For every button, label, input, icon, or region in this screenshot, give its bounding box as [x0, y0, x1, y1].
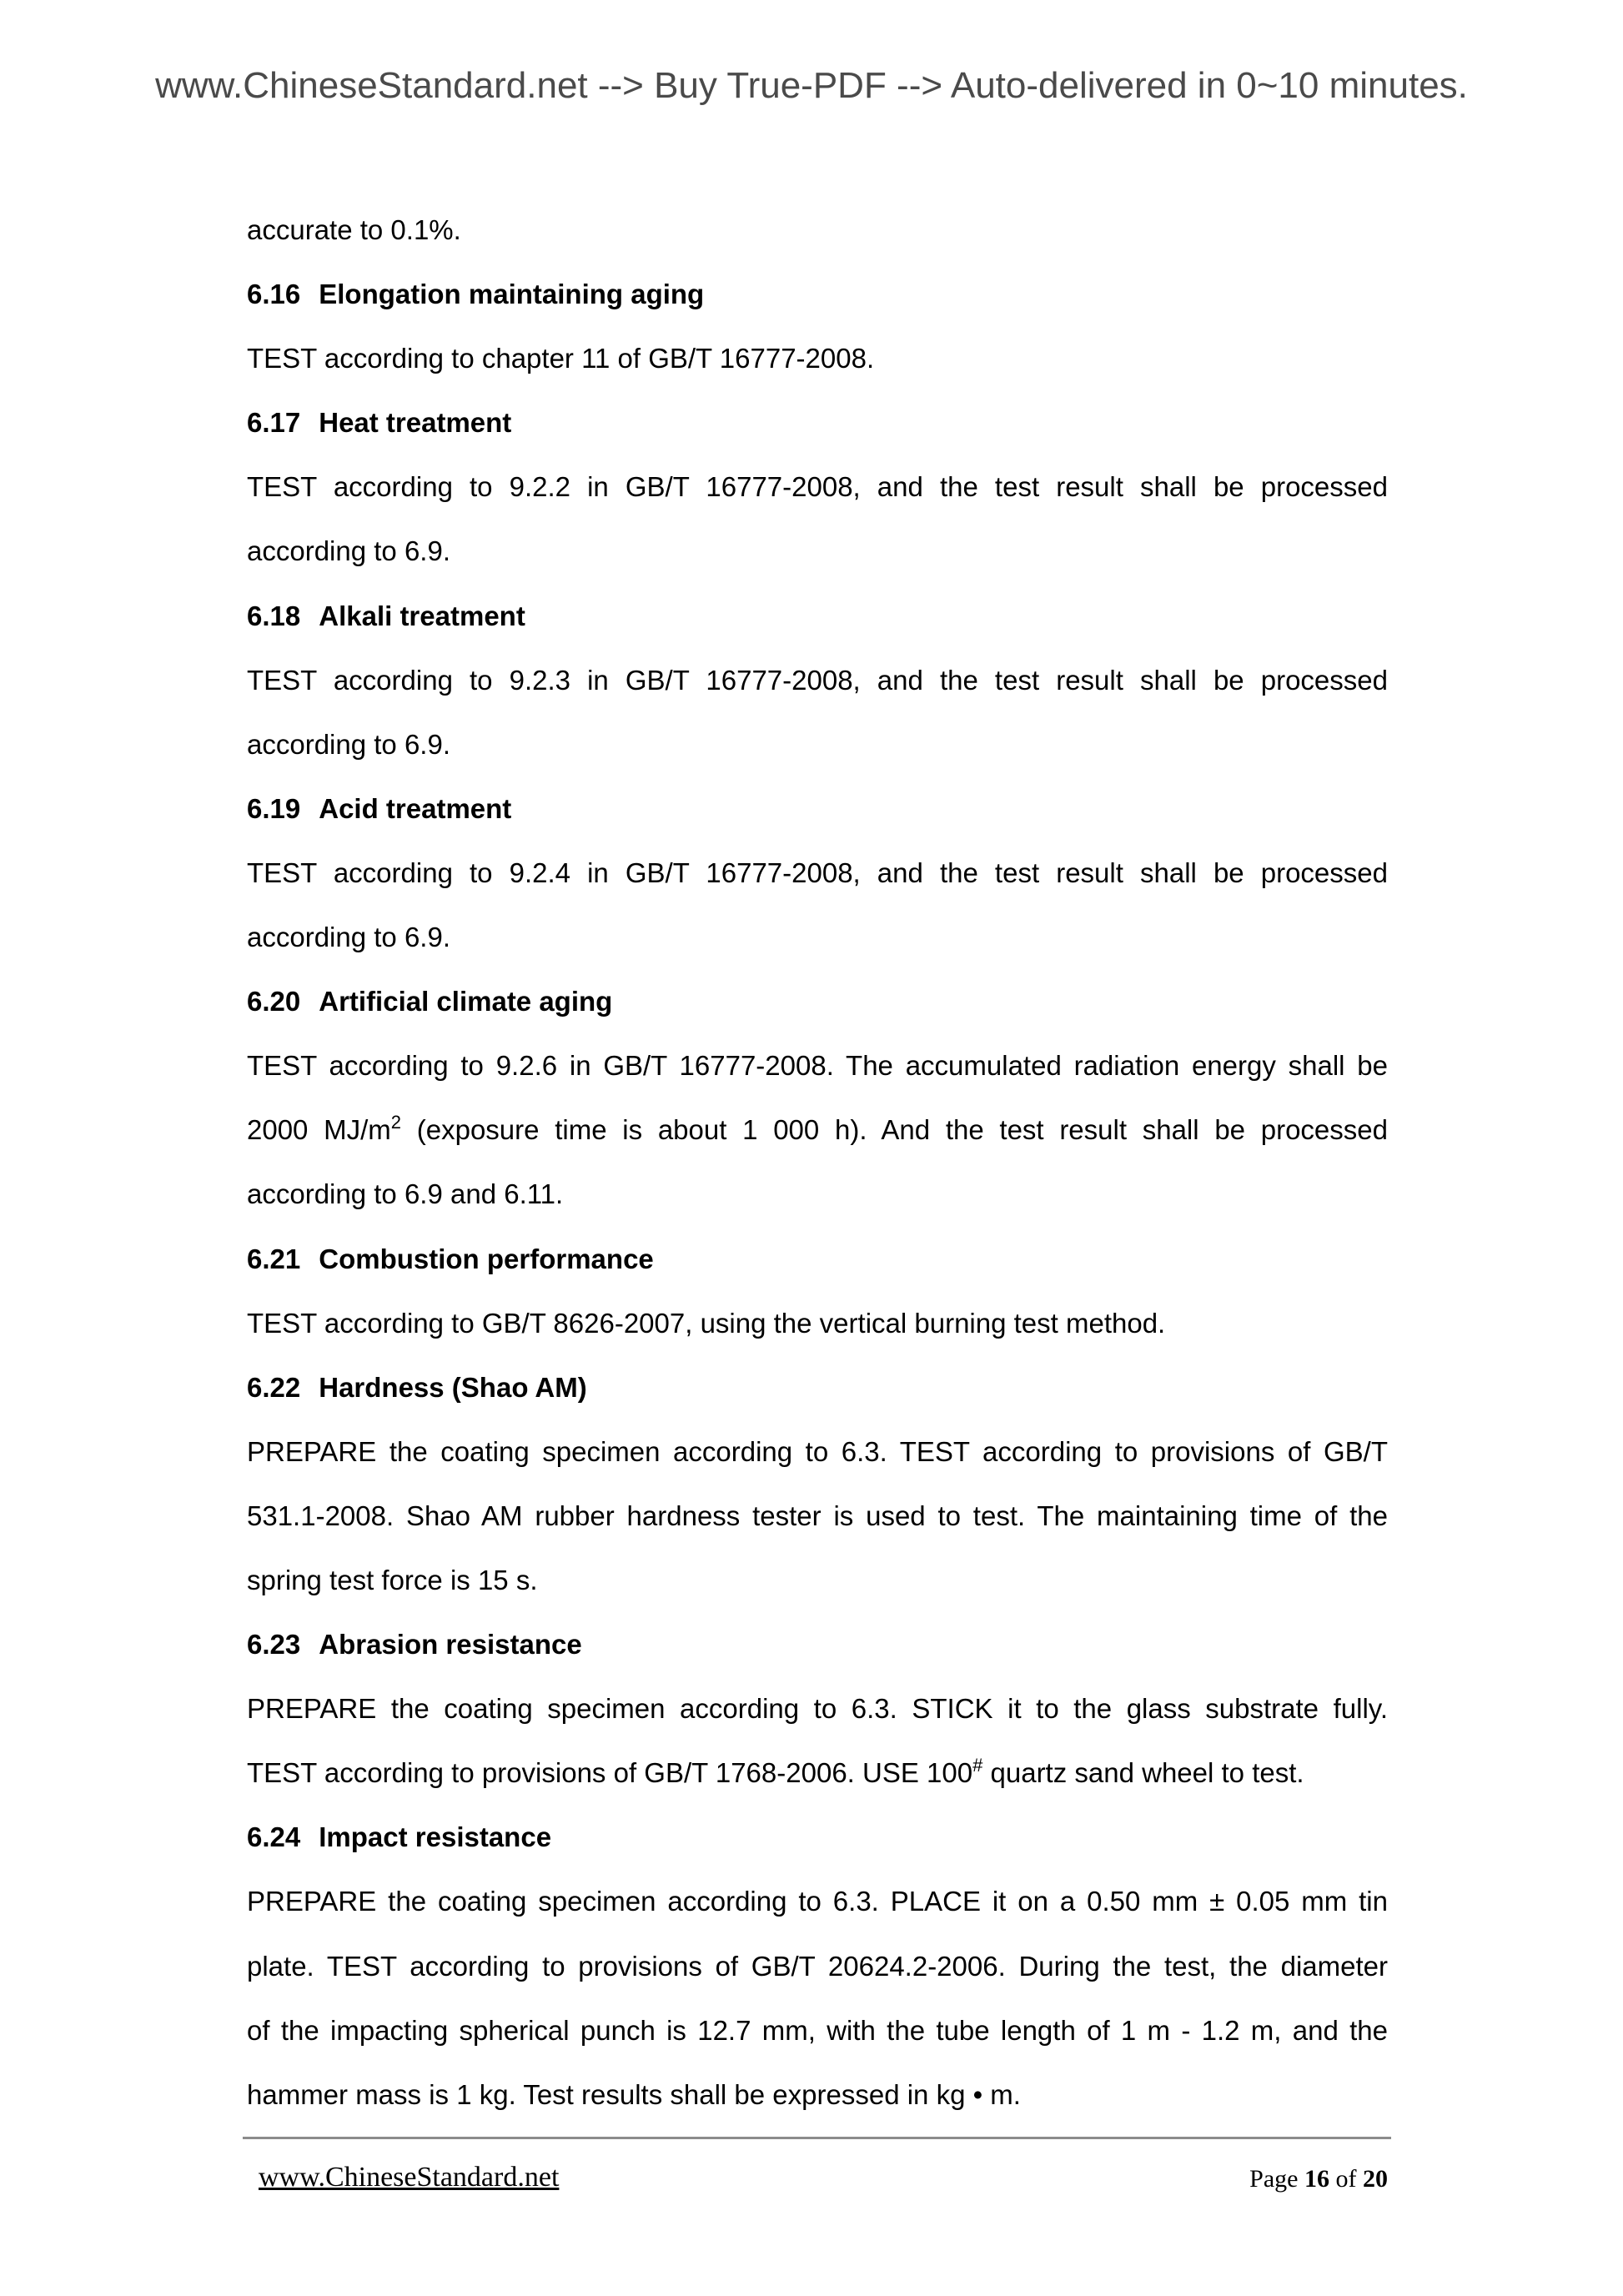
- section-number: 6.19: [247, 792, 301, 824]
- text-segment: TEST according to provisions of GB/T 1768-2006. USE 100: [247, 1757, 973, 1789]
- paragraph-line: TEST according to 9.2.6 in GB/T 16777-2008. The accumulated radiation energy shall be: [247, 1050, 1388, 1082]
- paragraph-line: TEST according to 9.2.4 in GB/T 16777-2008, and the test result shall be processed: [247, 857, 1388, 888]
- section-number: 6.21: [247, 1243, 301, 1274]
- section-heading: [247, 1814, 1388, 1878]
- paragraph-line: [247, 1750, 1388, 1814]
- paragraph-line: accurate to 0.1%.: [247, 214, 461, 245]
- page-label: Page: [1249, 2165, 1304, 2193]
- superscript: 2: [390, 1112, 402, 1133]
- section-number: 6.24: [247, 1821, 301, 1853]
- section-heading: [247, 593, 1388, 657]
- paragraph-line: according to 6.9.: [247, 922, 450, 953]
- section-heading: [247, 1364, 1388, 1429]
- paragraph-line: PREPARE the coating specimen according to 6.3. TEST according to provisions of GB/T: [247, 1435, 1388, 1467]
- paragraph-line: plate. TEST according to provisions of GB/T 20624.2-2006. During the test, the diameter: [247, 1950, 1388, 1982]
- section-heading: [247, 399, 1388, 464]
- paragraph-line: PREPARE the coating specimen according to 6.3. STICK it to the glass substrate fully.: [247, 1693, 1388, 1725]
- section-number: 6.20: [247, 986, 301, 1017]
- section-title: Alkali treatment: [319, 600, 525, 631]
- section-title: Heat treatment: [319, 407, 512, 439]
- paragraph-line: PREPARE the coating specimen according to 6.3. PLACE it on a 0.50 mm ± 0.05 mm tin: [247, 1886, 1388, 1917]
- page-of-label: of: [1329, 2165, 1363, 2193]
- section-heading: [247, 1236, 1388, 1300]
- section-title: Acid treatment: [319, 792, 512, 824]
- paragraph-line: according to 6.9 and 6.11.: [247, 1178, 564, 1210]
- section-title: Abrasion resistance: [319, 1629, 582, 1660]
- section-title: Elongation maintaining aging: [319, 279, 705, 310]
- section-title: Artificial climate aging: [319, 986, 613, 1017]
- paragraph-line: [247, 1107, 1388, 1171]
- current-page: 16: [1304, 2165, 1329, 2193]
- section-heading: [247, 1621, 1388, 1686]
- superscript: #: [972, 1755, 983, 1776]
- section-heading: [247, 271, 1388, 335]
- paragraph-line: 531.1-2008. Shao AM rubber hardness tester is used to test. The maintaining time of the: [247, 1500, 1388, 1531]
- paragraph-line: TEST according to chapter 11 of GB/T 16777-2008.: [247, 343, 875, 374]
- footer-divider: [243, 2137, 1391, 2139]
- section-number: 6.22: [247, 1371, 301, 1403]
- section-number: 6.23: [247, 1629, 301, 1660]
- paragraph-line: TEST according to GB/T 8626-2007, using the vertical burning test method.: [247, 1307, 1166, 1339]
- section-title: Impact resistance: [319, 1821, 552, 1853]
- paragraph-line: TEST according to 9.2.3 in GB/T 16777-2008, and the test result shall be processed: [247, 664, 1388, 696]
- paragraph-line: spring test force is 15 s.: [247, 1564, 538, 1595]
- section-heading: [247, 978, 1388, 1042]
- section-number: 6.16: [247, 279, 301, 310]
- section-number: 6.18: [247, 600, 301, 631]
- footer-website-link[interactable]: www.ChineseStandard.net: [259, 2162, 560, 2193]
- paragraph-line: hammer mass is 1 kg. Test results shall be expressed in kg • m.: [247, 2078, 1021, 2110]
- page-number: [1249, 2165, 1388, 2193]
- section-number: 6.17: [247, 407, 301, 439]
- section-heading: [247, 786, 1388, 850]
- text-segment: 2000 MJ/m: [247, 1114, 391, 1146]
- paragraph-line: TEST according to 9.2.2 in GB/T 16777-2008, and the test result shall be processed: [247, 471, 1388, 503]
- text-segment: (exposure time is about 1 000 h). And the test result shall be processed: [401, 1114, 1388, 1146]
- text-segment: quartz sand wheel to test.: [982, 1757, 1304, 1789]
- paragraph-line: of the impacting spherical punch is 12.7 mm, with the tube length of 1 m - 1.2 m, and the: [247, 2014, 1388, 2046]
- section-title: Hardness (Shao AM): [319, 1371, 587, 1403]
- paragraph-line: according to 6.9.: [247, 728, 450, 760]
- section-title: Combustion performance: [319, 1243, 654, 1274]
- document-body: [247, 207, 1388, 2136]
- total-pages: 20: [1363, 2165, 1388, 2193]
- paragraph-line: according to 6.9.: [247, 535, 450, 567]
- header-banner: www.ChineseStandard.net --> Buy True-PDF --> Auto-delivered in 0~10 minutes.: [155, 65, 1468, 106]
